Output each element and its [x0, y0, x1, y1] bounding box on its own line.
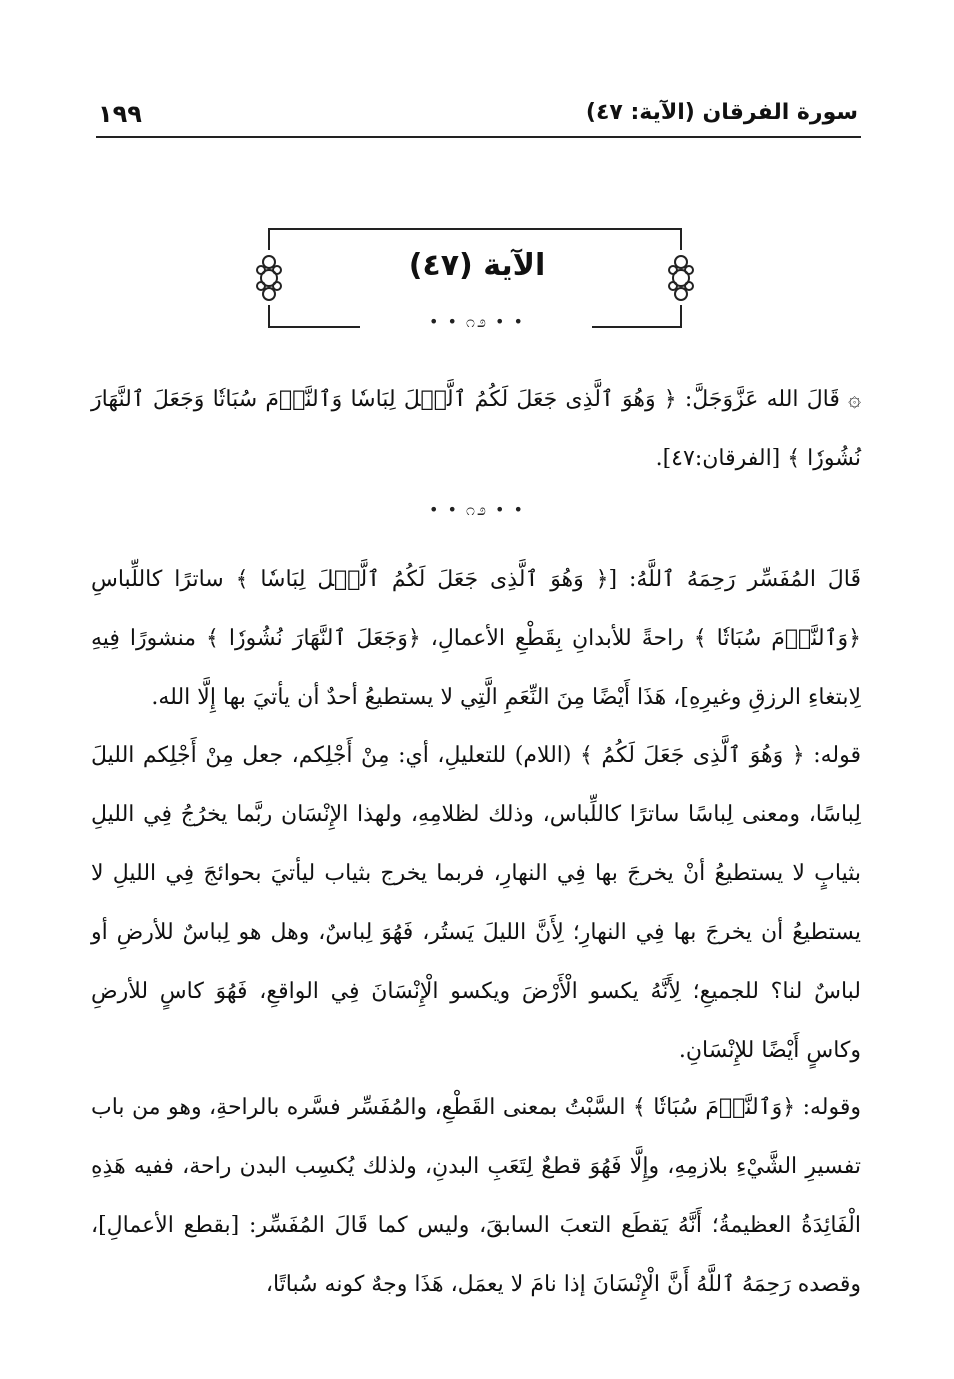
- commentary-paragraph: قَالَ المُفَسِّر رَحِمَهُ ٱللَّهُ: [﴿ وَهُوَ ٱلَّذِى جَعَلَ لَكُمُ ٱلَّيۡلَ لِبَاسٗا ﴾ ساترًا كاللِّباسِ ﴿وَٱلنَّوۡمَ سُبَاتٗا ﴾ راحةً للأبدانِ بِقَطْعِ الأعمالِ، ﴿وَجَعَلَ ٱلنَّهَارَ نُشُورٗا ﴾ منشورًا فِيهِ لِابتغاءِ الرزقِ وغيرِهِ]، هَذَا أَيْضًا مِنَ النِّعَمِ الَّتِي لا يستطيعُ أحدٌ أن يأتيَ بها إِلَّا الله.: [91, 567, 861, 710]
- page-number: ١٩٩: [98, 100, 142, 128]
- verse-text: ۞ قَالَ الله عَزَّوَجَلَّ: ﴿ وَهُوَ ٱلَّذِى جَعَلَ لَكُمُ ٱلَّيۡلَ لِبَاسٗا وَٱلنَّوۡمَ سُبَاتٗا وَجَعَلَ ٱلنَّهَارَ نُشُورٗا ﴾ [الفرقان:٤٧].: [91, 387, 861, 471]
- section-divider: • • ೧೨ • •: [428, 500, 525, 519]
- running-title: سورة الفرقان (الآية: ٤٧): [585, 100, 858, 125]
- commentary-paragraph: وقوله: ﴿وَٱلنَّوۡمَ سُبَاتٗا ﴾ السَّبْتُ بمعنى القَطْعِ، والمُفَسِّر فسَّره بالراحةِ، وهو من باب تفسيرِ الشَّيْءِ بلازمِهِ، وإِلَّا فَهُوَ قطعٌ لِتَعَبِ البدنِ، ولذلك يُكسِب البدن راحة، ففيه هَذِهِ الْفَائِدَةُ العظيمةُ؛ أَنَّهُ يَقطَع التعبَ السابقَ، وليس كما قَالَ المُفَسِّر: [بقطع الأعمالِ]، وقصده رَحِمَهُ ٱللَّهُ أَنَّ الْإِنْسَانَ إذا نامَ لا يعمَل، هَذَا وجهٌ كونه سُباتًا،: [91, 1095, 861, 1297]
- commentary-paragraph: قوله: ﴿ وَهُوَ ٱلَّذِى جَعَلَ لَكُمُ ﴾ (اللام) للتعليلِ، أي: مِنْ أَجْلِكم، جعل مِنْ أَجْلِكم الليلَ لِباسًا، ومعنى لِباسًا ساترًا كاللِّباس، وذلك لظلامِهِ، ولهذا الإِنْسَان ربَّما يخرُجُ فِي الليلِ بثيابٍ لا يستطيعُ أنْ يخرجَ بها فِي النهارِ، فربما يخرج بثياب ليأتيَ بحوائجَ فِي الليلِ لا يستطيعُ أن يخرجَ بها فِي النهارِ؛ لِأَنَّ الليلَ يَستُر، فَهُوَ لِباسٌ، وهل هو لِباسٌ للأرضِ أو لباسٌ لنا؟ للجميعِ؛ لِأَنَّهُ يكسو الْأَرْضَ ويكسو الْإِنْسَانَ فِي الواقعِ، فَهُوَ كاسٍ للأرضِ وكاسٍ أَيْضًا للإِنْسَانِ.: [91, 743, 861, 1063]
- frame-right-upper: [680, 228, 682, 250]
- section-divider: • • ೧೨ • •: [428, 312, 525, 331]
- header-rule: [96, 136, 861, 138]
- verse-title: الآية (٤٧): [408, 248, 546, 283]
- frame-left-upper: [268, 228, 270, 250]
- frame-top-border: [268, 228, 682, 230]
